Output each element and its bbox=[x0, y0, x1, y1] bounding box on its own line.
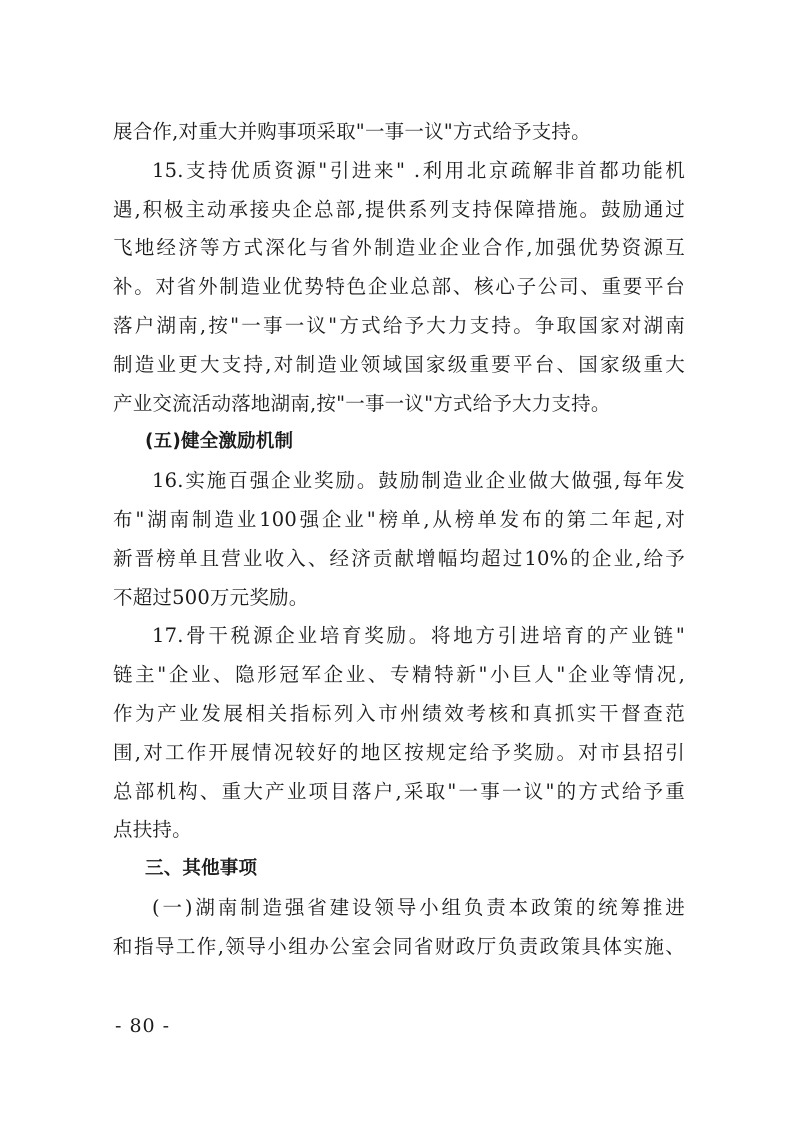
paragraph-line: 飞地经济等方式深化与省外制造业企业合作,加强优势资源互 bbox=[113, 236, 685, 260]
paragraph-line: 产业交流活动落地湖南,按"一事一议"方式给予大力支持。 bbox=[113, 391, 611, 415]
paragraph-line: 落户湖南,按"一事一议"方式给予大力支持。争取国家对湖南 bbox=[113, 313, 685, 337]
paragraph-line: 不超过500万元奖励。 bbox=[113, 585, 309, 609]
section-heading: 三、其他事项 bbox=[145, 858, 258, 880]
paragraph-line: 遇,积极主动承接央企总部,提供系列支持保障措施。鼓励通过 bbox=[113, 197, 685, 221]
paragraph-line: 制造业更大支持,对制造业领域国家级重要平台、国家级重大 bbox=[113, 352, 685, 376]
paragraph-line: 17.骨干税源企业培育奖励。将地方引进培育的产业链" bbox=[152, 624, 685, 648]
paragraph-line: 16.实施百强企业奖励。鼓励制造业企业做大做强,每年发 bbox=[152, 469, 685, 493]
paragraph-line: 新晋榜单且营业收入、经济贡献增幅均超过10%的企业,给予 bbox=[113, 546, 685, 570]
paragraph-line: 补。对省外制造业优势特色企业总部、核心子公司、重要平台 bbox=[113, 275, 685, 299]
paragraph-line: 点扶持。 bbox=[113, 818, 192, 842]
section-heading: (五)健全激励机制 bbox=[145, 431, 294, 453]
paragraph-line: 展合作,对重大并购事项采取"一事一议"方式给予支持。 bbox=[113, 120, 591, 143]
paragraph-line: 链主"企业、隐形冠军企业、专精特新"小巨人"企业等情况, bbox=[113, 663, 685, 687]
paragraph-line: 和指导工作,领导小组办公室会同省财政厅负责政策具体实施、 bbox=[113, 934, 685, 958]
paragraph-line: 布"湖南制造业100强企业"榜单,从榜单发布的第二年起,对 bbox=[113, 507, 685, 531]
body-text bbox=[113, 113, 685, 967]
paragraph-line: 围,对工作开展情况较好的地区按规定给予奖励。对市县招引 bbox=[113, 740, 685, 764]
paragraph-line: 作为产业发展相关指标列入市州绩效考核和真抓实干督查范 bbox=[113, 701, 685, 725]
paragraph-line: (一)湖南制造强省建设领导小组负责本政策的统筹推进 bbox=[152, 895, 685, 919]
paragraph-line: 15.支持优质资源"引进来" .利用北京疏解非首都功能机 bbox=[152, 158, 685, 182]
page-number: - 80 - bbox=[115, 1015, 171, 1037]
paragraph-line: 总部机构、重大产业项目落户,采取"一事一议"的方式给予重 bbox=[113, 779, 685, 803]
